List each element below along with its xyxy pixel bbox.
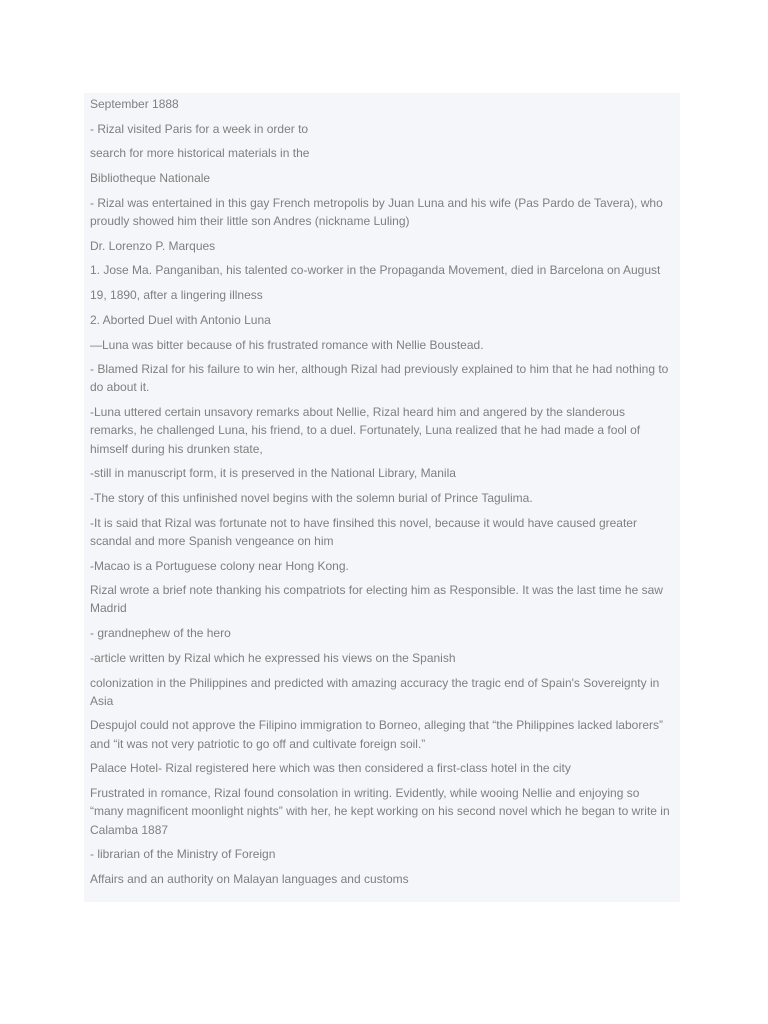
paragraph: Bibliotheque Nationale [90,171,211,186]
paragraph: -It is said that Rizal was fortunate not to have finsihed this novel, because it would have caused greater scandal and more Spanish vengeance on him [90,515,637,548]
paragraph: - Blamed Rizal for his failure to win her, although Rizal had previously explained to him that he had nothing to do about it. [90,362,669,395]
paragraph: 1. Jose Ma. Panganiban, his talented co-worker in the Propaganda Movement, died in Barcelona on August [90,263,661,278]
paragraph: search for more historical materials in the [90,146,310,161]
paragraph: -Luna uttered certain unsavory remarks about Nellie, Rizal heard him and angered by the slanderous remarks, he challenged Luna, his friend, to a duel. Fortunately, Luna realized that he had made a fool of himself during his drunken state, [90,405,641,456]
paragraph: - Rizal was entertained in this gay French metropolis by Juan Luna and his wife (Pas Pardo de Tavera), who proudly showed him their little son Andres (nickname Luling) [90,195,663,229]
paragraph: -Macao is a Portuguese colony near Hong Kong. [90,558,349,573]
paragraph: Frustrated in romance, Rizal found consolation in writing. Evidently, while wooing Nellie and enjoying so “many magnificent moonlight nights” with her, he kept working on his second novel which he began to write in Calamba 1887 [90,786,670,837]
paragraph: colonization in the Philippines and predicted with amazing accuracy the tragic end of Spain's Sovereignty in Asia [90,675,660,708]
paragraph: -article written by Rizal which he expressed his views on the Spanish [90,650,456,665]
paragraph: - Rizal visited Paris for a week in order to [90,121,309,136]
paragraph: -still in manuscript form, it is preserved in the National Library, Manila [90,466,456,481]
paragraph: —Luna was bitter because of his frustrated romance with Nellie Boustead. [90,337,484,352]
paragraph: -The story of this unfinished novel begins with the solemn burial of Prince Tagulima. [90,490,533,505]
paragraph: Rizal wrote a brief note thanking his compatriots for electing him as Responsible. It was the last time he saw Madrid [90,583,663,616]
paragraph: 2. Aborted Duel with Antonio Luna [90,312,271,327]
paragraph: - librarian of the Ministry of Foreign [90,847,276,862]
text-content-block [84,93,680,902]
paragraph: Dr. Lorenzo P. Marques [90,238,216,253]
paragraph: - grandnephew of the hero [90,626,231,641]
paragraph: Despujol could not approve the Filipino immigration to Borneo, alleging that “the Philippines lacked laborers” and “it was not very patriotic to go off and cultivate foreign soil.” [90,718,663,751]
paragraph: Affairs and an authority on Malayan languages and customs [90,871,409,886]
paragraph: September 1888 [90,97,179,111]
paragraph: Palace Hotel- Rizal registered here which was then considered a first-class hotel in the city [90,761,571,776]
paragraph: 19, 1890, after a lingering illness [90,288,263,303]
